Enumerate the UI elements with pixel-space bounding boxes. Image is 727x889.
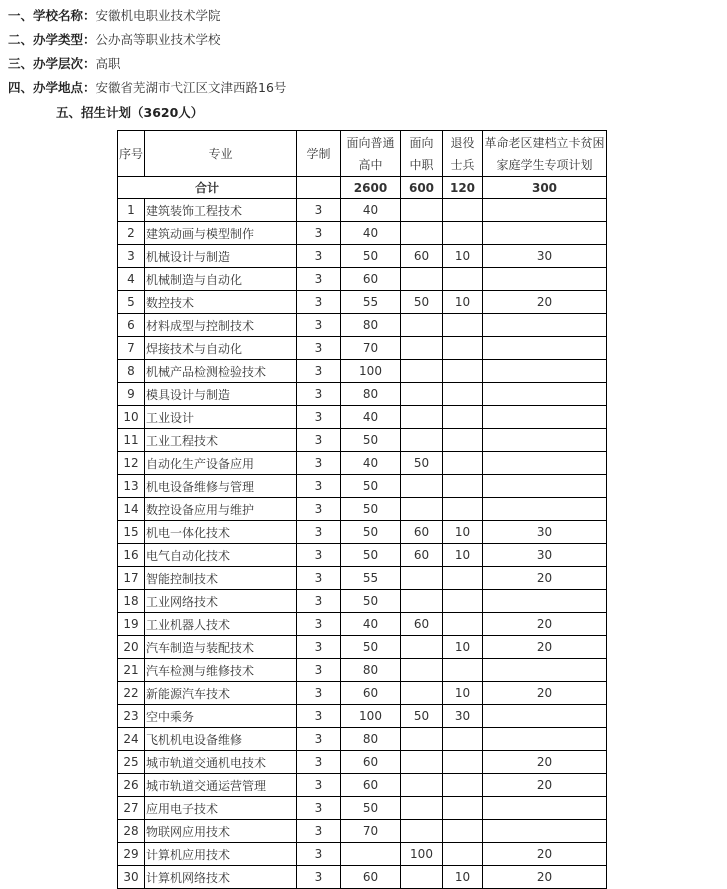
cell-vocational: 60	[401, 613, 443, 636]
cell-veterans	[443, 429, 483, 452]
cell-major: 汽车制造与装配技术	[145, 636, 297, 659]
cell-high-school: 50	[341, 590, 401, 613]
cell-years: 3	[297, 705, 341, 728]
cell-major: 工业设计	[145, 406, 297, 429]
header-special-plan-l1: 革命老区建档立卡贫困	[484, 135, 605, 150]
cell-vocational: 60	[401, 521, 443, 544]
table-row	[118, 544, 607, 567]
cell-major: 材料成型与控制技术	[145, 314, 297, 337]
cell-vocational	[401, 475, 443, 498]
cell-special-plan	[483, 222, 607, 245]
cell-vocational	[401, 429, 443, 452]
table-row	[118, 199, 607, 222]
total-years	[297, 177, 341, 199]
cell-special-plan	[483, 498, 607, 521]
cell-seq: 30	[118, 866, 145, 889]
cell-seq: 2	[118, 222, 145, 245]
header-veterans-l2: 士兵	[450, 157, 475, 172]
school-level-label: 三、办学层次：	[8, 56, 96, 71]
cell-veterans	[443, 659, 483, 682]
cell-years: 3	[297, 406, 341, 429]
enrollment-plan-title: 五、招生计划（3620人）	[56, 105, 204, 120]
cell-vocational	[401, 337, 443, 360]
table-row	[118, 406, 607, 429]
cell-seq: 26	[118, 774, 145, 797]
cell-years: 3	[297, 797, 341, 820]
cell-years: 3	[297, 728, 341, 751]
cell-special-plan	[483, 705, 607, 728]
cell-veterans	[443, 797, 483, 820]
cell-years: 3	[297, 268, 341, 291]
cell-veterans	[443, 843, 483, 866]
cell-veterans: 30	[443, 705, 483, 728]
cell-seq: 29	[118, 843, 145, 866]
cell-seq: 8	[118, 360, 145, 383]
cell-veterans	[443, 222, 483, 245]
cell-years: 3	[297, 751, 341, 774]
cell-seq: 4	[118, 268, 145, 291]
table-row	[118, 820, 607, 843]
cell-vocational	[401, 199, 443, 222]
cell-vocational: 60	[401, 544, 443, 567]
cell-high-school: 60	[341, 774, 401, 797]
cell-years: 3	[297, 222, 341, 245]
cell-high-school: 50	[341, 797, 401, 820]
school-level-value: 高职	[95, 56, 121, 71]
cell-seq: 21	[118, 659, 145, 682]
cell-years: 3	[297, 452, 341, 475]
cell-high-school: 40	[341, 406, 401, 429]
header-high-school-l1: 面向普通	[346, 135, 395, 150]
cell-special-plan	[483, 268, 607, 291]
cell-major: 建筑动画与模型制作	[145, 222, 297, 245]
header-high-school-l2: 高中	[358, 157, 383, 172]
cell-seq: 3	[118, 245, 145, 268]
header-vocational-l2: 中职	[409, 157, 434, 172]
cell-major: 城市轨道交通机电技术	[145, 751, 297, 774]
cell-major: 飞机机电设备维修	[145, 728, 297, 751]
cell-seq: 22	[118, 682, 145, 705]
total-high-school: 2600	[341, 177, 401, 199]
cell-major: 计算机应用技术	[145, 843, 297, 866]
cell-special-plan	[483, 360, 607, 383]
school-location-line	[8, 79, 286, 96]
school-location-value: 安徽省芜湖市弋江区文津西路16号	[95, 80, 287, 95]
total-veterans: 120	[443, 177, 483, 199]
cell-years: 3	[297, 199, 341, 222]
cell-vocational	[401, 314, 443, 337]
cell-high-school: 40	[341, 452, 401, 475]
cell-high-school: 70	[341, 820, 401, 843]
cell-veterans	[443, 337, 483, 360]
cell-major: 电气自动化技术	[145, 544, 297, 567]
table-row	[118, 843, 607, 866]
cell-special-plan	[483, 820, 607, 843]
cell-veterans	[443, 820, 483, 843]
cell-special-plan: 20	[483, 613, 607, 636]
cell-high-school: 50	[341, 498, 401, 521]
cell-years: 3	[297, 521, 341, 544]
cell-veterans	[443, 383, 483, 406]
table-row	[118, 613, 607, 636]
cell-veterans: 10	[443, 544, 483, 567]
cell-seq: 11	[118, 429, 145, 452]
cell-special-plan: 30	[483, 521, 607, 544]
cell-major: 工业机器人技术	[145, 613, 297, 636]
cell-veterans: 10	[443, 245, 483, 268]
cell-major: 工业网络技术	[145, 590, 297, 613]
cell-seq: 13	[118, 475, 145, 498]
table-row	[118, 774, 607, 797]
table-row	[118, 475, 607, 498]
cell-high-school: 50	[341, 544, 401, 567]
cell-vocational	[401, 406, 443, 429]
cell-seq: 1	[118, 199, 145, 222]
cell-high-school: 100	[341, 360, 401, 383]
header-seq: 序号	[118, 131, 145, 177]
cell-seq: 15	[118, 521, 145, 544]
cell-veterans: 10	[443, 682, 483, 705]
table-row	[118, 797, 607, 820]
cell-years: 3	[297, 843, 341, 866]
cell-high-school: 40	[341, 222, 401, 245]
cell-veterans	[443, 314, 483, 337]
cell-veterans	[443, 728, 483, 751]
cell-high-school: 80	[341, 383, 401, 406]
enrollment-plan-table	[117, 130, 607, 889]
cell-seq: 6	[118, 314, 145, 337]
cell-high-school: 80	[341, 659, 401, 682]
cell-veterans: 10	[443, 291, 483, 314]
cell-major: 数控设备应用与维护	[145, 498, 297, 521]
table-row	[118, 268, 607, 291]
cell-major: 机械制造与自动化	[145, 268, 297, 291]
cell-high-school: 40	[341, 199, 401, 222]
cell-seq: 23	[118, 705, 145, 728]
cell-special-plan: 20	[483, 843, 607, 866]
cell-major: 机电一体化技术	[145, 521, 297, 544]
cell-vocational	[401, 567, 443, 590]
table-row	[118, 682, 607, 705]
cell-years: 3	[297, 659, 341, 682]
cell-high-school: 60	[341, 751, 401, 774]
cell-special-plan	[483, 383, 607, 406]
cell-high-school: 50	[341, 475, 401, 498]
cell-special-plan	[483, 797, 607, 820]
cell-veterans	[443, 567, 483, 590]
cell-major: 物联网应用技术	[145, 820, 297, 843]
cell-seq: 19	[118, 613, 145, 636]
table-row	[118, 245, 607, 268]
cell-years: 3	[297, 820, 341, 843]
cell-veterans	[443, 360, 483, 383]
cell-special-plan: 30	[483, 245, 607, 268]
table-row	[118, 728, 607, 751]
cell-major: 计算机网络技术	[145, 866, 297, 889]
cell-high-school: 50	[341, 636, 401, 659]
school-type-line	[8, 31, 221, 48]
table-row	[118, 866, 607, 889]
cell-vocational	[401, 268, 443, 291]
cell-seq: 12	[118, 452, 145, 475]
cell-years: 3	[297, 682, 341, 705]
cell-major: 汽车检测与维修技术	[145, 659, 297, 682]
cell-seq: 28	[118, 820, 145, 843]
school-type-value: 公办高等职业技术学校	[95, 32, 221, 47]
cell-seq: 14	[118, 498, 145, 521]
school-name-line	[8, 7, 221, 24]
cell-special-plan	[483, 314, 607, 337]
cell-special-plan: 30	[483, 544, 607, 567]
cell-years: 3	[297, 337, 341, 360]
header-major: 专业	[145, 131, 297, 177]
cell-years: 3	[297, 429, 341, 452]
cell-vocational	[401, 728, 443, 751]
cell-years: 3	[297, 590, 341, 613]
cell-major: 自动化生产设备应用	[145, 452, 297, 475]
cell-years: 3	[297, 613, 341, 636]
cell-special-plan	[483, 199, 607, 222]
cell-years: 3	[297, 314, 341, 337]
cell-special-plan	[483, 590, 607, 613]
table-row	[118, 705, 607, 728]
cell-vocational: 50	[401, 705, 443, 728]
cell-vocational	[401, 590, 443, 613]
cell-special-plan: 20	[483, 774, 607, 797]
total-row	[118, 177, 607, 199]
cell-veterans	[443, 751, 483, 774]
cell-vocational	[401, 498, 443, 521]
school-name-value: 安徽机电职业技术学院	[95, 8, 221, 23]
table-row	[118, 590, 607, 613]
table-row	[118, 222, 607, 245]
table-header-row	[118, 131, 607, 177]
cell-major: 城市轨道交通运营管理	[145, 774, 297, 797]
cell-special-plan: 20	[483, 567, 607, 590]
school-location-label: 四、办学地点：	[8, 80, 96, 95]
cell-high-school: 55	[341, 567, 401, 590]
cell-vocational	[401, 820, 443, 843]
cell-high-school: 50	[341, 521, 401, 544]
cell-veterans	[443, 406, 483, 429]
cell-major: 工业工程技术	[145, 429, 297, 452]
cell-seq: 25	[118, 751, 145, 774]
school-level-line	[8, 55, 121, 72]
cell-special-plan: 20	[483, 866, 607, 889]
cell-vocational	[401, 797, 443, 820]
cell-seq: 17	[118, 567, 145, 590]
cell-years: 3	[297, 360, 341, 383]
table-row	[118, 636, 607, 659]
cell-special-plan	[483, 659, 607, 682]
cell-veterans: 10	[443, 636, 483, 659]
cell-years: 3	[297, 544, 341, 567]
cell-seq: 7	[118, 337, 145, 360]
cell-high-school: 60	[341, 682, 401, 705]
cell-veterans	[443, 590, 483, 613]
cell-vocational: 100	[401, 843, 443, 866]
cell-major: 空中乘务	[145, 705, 297, 728]
cell-major: 建筑装饰工程技术	[145, 199, 297, 222]
cell-major: 焊接技术与自动化	[145, 337, 297, 360]
cell-special-plan	[483, 452, 607, 475]
header-vocational-l1: 面向	[409, 135, 434, 150]
header-high-school	[341, 131, 401, 177]
cell-seq: 16	[118, 544, 145, 567]
school-name-label: 一、学校名称：	[8, 8, 96, 23]
table-row	[118, 751, 607, 774]
cell-seq: 20	[118, 636, 145, 659]
cell-high-school: 70	[341, 337, 401, 360]
cell-high-school: 80	[341, 728, 401, 751]
cell-vocational	[401, 636, 443, 659]
cell-vocational	[401, 751, 443, 774]
table-row	[118, 360, 607, 383]
header-vocational	[401, 131, 443, 177]
cell-high-school: 60	[341, 866, 401, 889]
cell-special-plan: 20	[483, 751, 607, 774]
cell-high-school: 100	[341, 705, 401, 728]
cell-seq: 10	[118, 406, 145, 429]
cell-veterans	[443, 452, 483, 475]
cell-veterans	[443, 199, 483, 222]
cell-major: 新能源汽车技术	[145, 682, 297, 705]
cell-vocational	[401, 360, 443, 383]
table-row	[118, 383, 607, 406]
table-row	[118, 567, 607, 590]
cell-veterans: 10	[443, 521, 483, 544]
table-row	[118, 314, 607, 337]
cell-special-plan	[483, 475, 607, 498]
cell-vocational	[401, 866, 443, 889]
cell-years: 3	[297, 245, 341, 268]
cell-vocational	[401, 659, 443, 682]
table-row	[118, 659, 607, 682]
cell-seq: 9	[118, 383, 145, 406]
cell-veterans: 10	[443, 866, 483, 889]
table-row	[118, 337, 607, 360]
cell-years: 3	[297, 291, 341, 314]
cell-vocational: 50	[401, 291, 443, 314]
cell-vocational	[401, 383, 443, 406]
cell-major: 机电设备维修与管理	[145, 475, 297, 498]
cell-major: 智能控制技术	[145, 567, 297, 590]
cell-vocational	[401, 222, 443, 245]
header-years: 学制	[297, 131, 341, 177]
cell-major: 模具设计与制造	[145, 383, 297, 406]
cell-special-plan: 20	[483, 291, 607, 314]
cell-years: 3	[297, 475, 341, 498]
table-row	[118, 452, 607, 475]
total-vocational: 600	[401, 177, 443, 199]
cell-special-plan	[483, 406, 607, 429]
cell-veterans	[443, 268, 483, 291]
cell-vocational: 60	[401, 245, 443, 268]
cell-special-plan: 20	[483, 636, 607, 659]
cell-high-school: 40	[341, 613, 401, 636]
header-veterans	[443, 131, 483, 177]
cell-veterans	[443, 475, 483, 498]
school-type-label: 二、办学类型：	[8, 32, 96, 47]
cell-high-school: 50	[341, 245, 401, 268]
header-special-plan	[483, 131, 607, 177]
cell-special-plan	[483, 728, 607, 751]
cell-seq: 24	[118, 728, 145, 751]
cell-vocational: 50	[401, 452, 443, 475]
cell-vocational	[401, 774, 443, 797]
cell-major: 应用电子技术	[145, 797, 297, 820]
table-row	[118, 498, 607, 521]
cell-special-plan	[483, 429, 607, 452]
cell-high-school	[341, 843, 401, 866]
cell-high-school: 50	[341, 429, 401, 452]
cell-seq: 18	[118, 590, 145, 613]
total-special-plan: 300	[483, 177, 607, 199]
cell-high-school: 60	[341, 268, 401, 291]
cell-high-school: 80	[341, 314, 401, 337]
table-row	[118, 291, 607, 314]
cell-special-plan	[483, 337, 607, 360]
cell-seq: 5	[118, 291, 145, 314]
cell-vocational	[401, 682, 443, 705]
cell-years: 3	[297, 866, 341, 889]
table-row	[118, 429, 607, 452]
cell-special-plan: 20	[483, 682, 607, 705]
cell-veterans	[443, 613, 483, 636]
cell-major: 机械产品检测检验技术	[145, 360, 297, 383]
cell-years: 3	[297, 567, 341, 590]
cell-major: 数控技术	[145, 291, 297, 314]
cell-major: 机械设计与制造	[145, 245, 297, 268]
cell-high-school: 55	[341, 291, 401, 314]
header-veterans-l1: 退役	[450, 135, 475, 150]
cell-years: 3	[297, 774, 341, 797]
cell-veterans	[443, 498, 483, 521]
cell-veterans	[443, 774, 483, 797]
total-label: 合计	[118, 177, 297, 199]
header-special-plan-l2: 家庭学生专项计划	[496, 157, 593, 172]
table-row	[118, 521, 607, 544]
cell-seq: 27	[118, 797, 145, 820]
cell-years: 3	[297, 636, 341, 659]
cell-years: 3	[297, 498, 341, 521]
cell-years: 3	[297, 383, 341, 406]
